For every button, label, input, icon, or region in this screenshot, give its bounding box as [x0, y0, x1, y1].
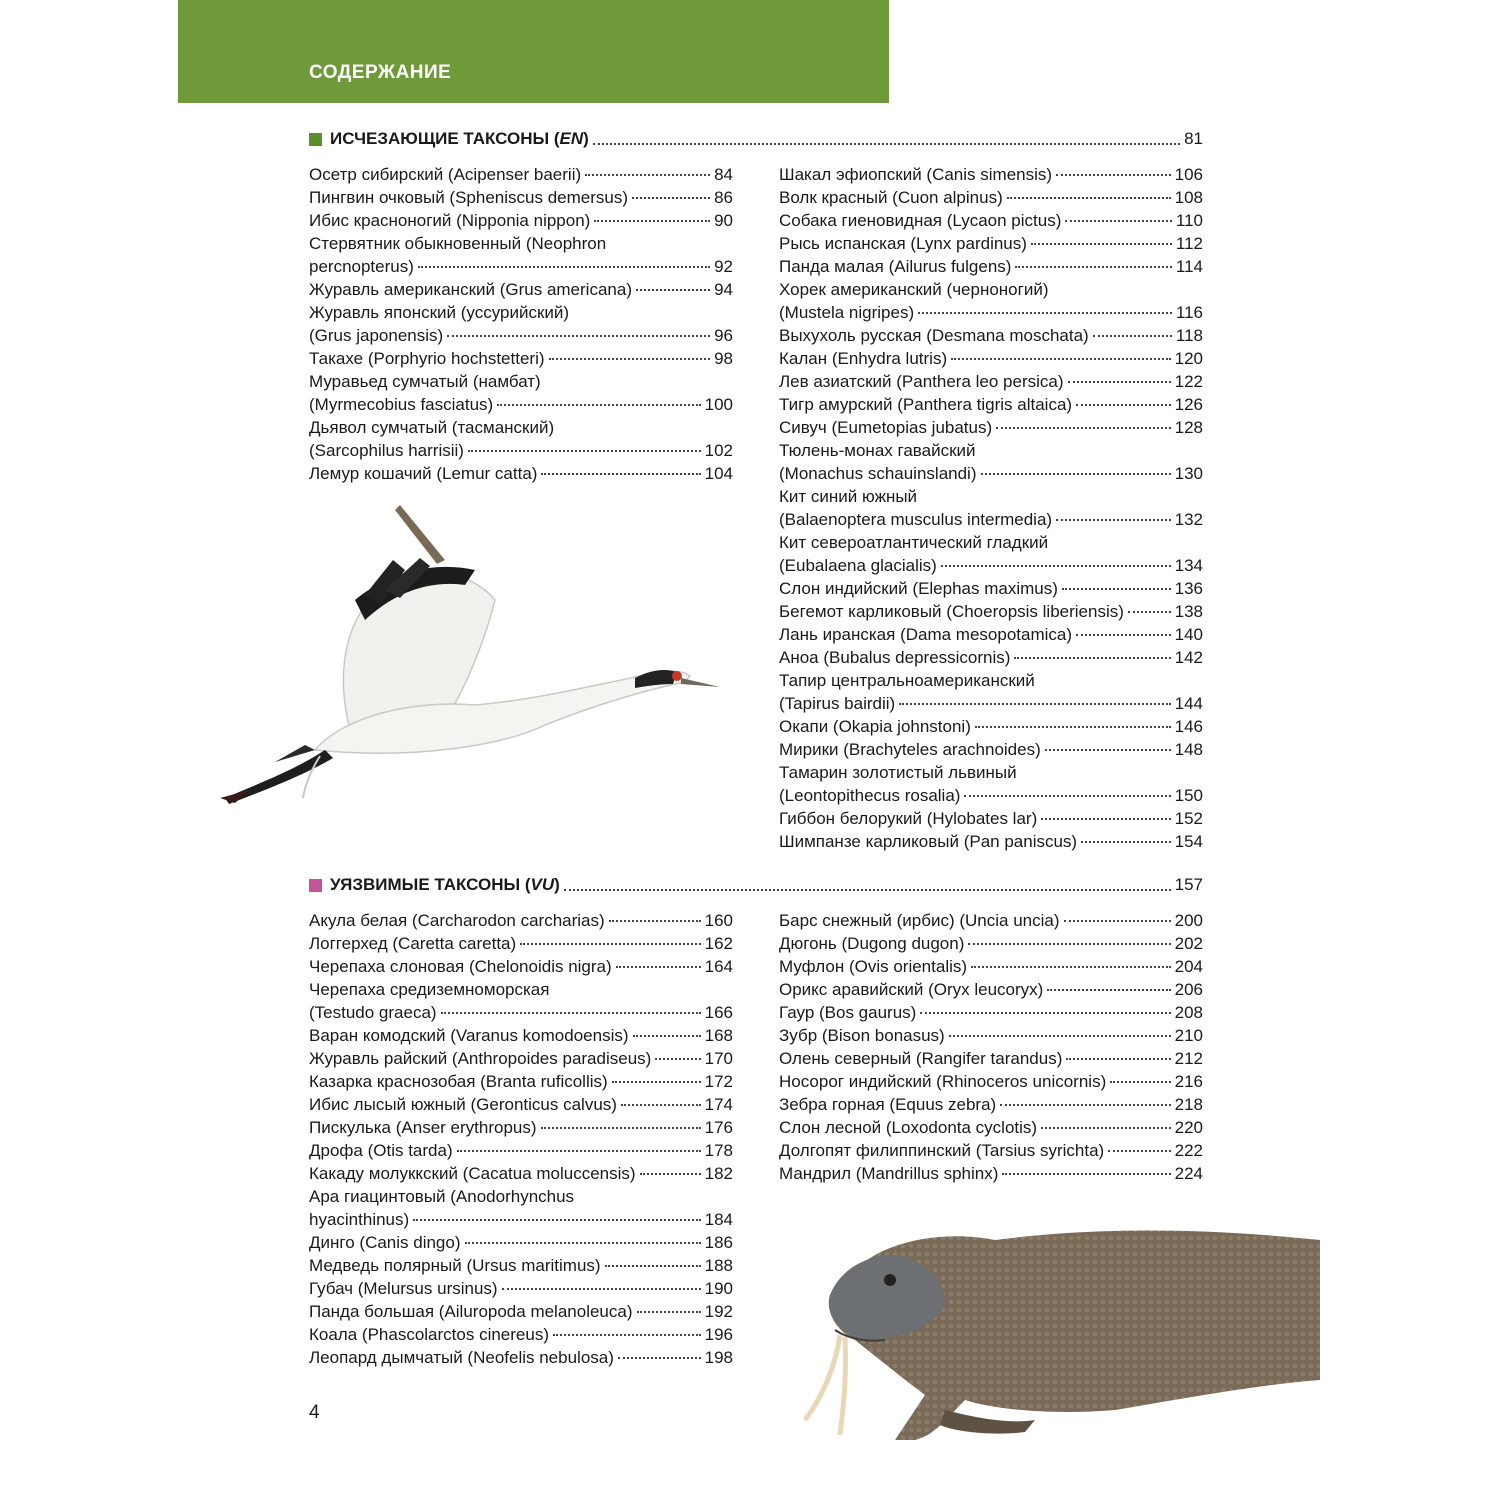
toc-entry[interactable] — [779, 278, 1203, 324]
toc-entry[interactable] — [779, 932, 1203, 955]
toc-entry[interactable] — [309, 186, 733, 209]
toc-entry-label: (Grus japonensis) — [309, 326, 444, 345]
toc-entry-page: 140 — [1174, 625, 1203, 644]
toc-entry-label: Логгерхед (Caretta caretta) — [309, 934, 517, 953]
dot-leader — [1007, 197, 1171, 199]
dot-leader — [633, 1035, 701, 1037]
toc-entry[interactable] — [309, 909, 733, 932]
toc-entry-page: 114 — [1175, 257, 1203, 276]
toc-entry-label: Медведь полярный (Ursus maritimus) — [309, 1256, 601, 1275]
dot-leader — [968, 943, 1170, 945]
toc-entry[interactable] — [309, 370, 733, 416]
toc-entry[interactable] — [779, 186, 1203, 209]
toc-entry-label: Журавль американский (Grus americana) — [309, 280, 632, 299]
toc-entry[interactable] — [309, 1185, 733, 1231]
toc-entry-label: Осетр сибирский (Acipenser baerii) — [309, 165, 582, 184]
toc-entry[interactable] — [779, 531, 1203, 577]
toc-entry-page: 186 — [704, 1233, 733, 1252]
toc-entry[interactable] — [779, 623, 1203, 646]
dot-leader — [465, 1242, 701, 1244]
dot-leader — [594, 220, 710, 222]
toc-column-en-right — [779, 163, 1203, 853]
dot-leader — [609, 920, 701, 922]
toc-entry-label: Мирики (Brachyteles arachnoides) — [779, 740, 1041, 759]
dot-leader — [964, 795, 1170, 797]
dot-leader — [1128, 611, 1171, 613]
toc-entry[interactable] — [309, 1277, 733, 1300]
toc-entry-page: 100 — [704, 395, 733, 414]
toc-entry[interactable] — [779, 1001, 1203, 1024]
toc-entry-label: Носорог индийский (Rhinoceros unicornis) — [779, 1072, 1107, 1091]
toc-entry[interactable] — [779, 255, 1203, 278]
toc-entry[interactable] — [309, 978, 733, 1024]
toc-entry-label-line: Хорек американский (черноногий) — [779, 280, 1049, 299]
toc-entry-label: hyacinthinus) — [309, 1210, 410, 1229]
toc-entry-label: Гаур (Bos gaurus) — [779, 1003, 917, 1022]
toc-entry-label-line: Тюлень-монах гавайский — [779, 441, 976, 460]
toc-entry[interactable] — [309, 163, 733, 186]
toc-entry-page: 92 — [714, 257, 733, 276]
dot-leader — [1108, 1150, 1170, 1152]
toc-entry-page: 210 — [1174, 1026, 1203, 1045]
toc-entry-page: 222 — [1174, 1141, 1203, 1160]
dot-leader — [1068, 381, 1171, 383]
toc-entry-page: 220 — [1174, 1118, 1203, 1137]
dot-leader — [1076, 634, 1171, 636]
toc-entry-label: Коала (Phascolarctos cinereus) — [309, 1325, 549, 1344]
toc-entry-label: Сивуч (Eumetopias jubatus) — [779, 418, 993, 437]
toc-entry[interactable] — [779, 232, 1203, 255]
toc-entry[interactable] — [779, 830, 1203, 853]
toc-entry[interactable] — [309, 278, 733, 301]
toc-entry[interactable] — [309, 1231, 733, 1254]
toc-entry[interactable] — [779, 600, 1203, 623]
dot-leader — [413, 1219, 700, 1221]
toc-entry[interactable] — [779, 163, 1203, 186]
dot-leader — [612, 1081, 701, 1083]
toc-entry-page: 110 — [1175, 211, 1203, 230]
toc-entry-page: 212 — [1174, 1049, 1203, 1068]
toc-entry-label: Гиббон белорукий (Hylobates lar) — [779, 809, 1038, 828]
toc-entry[interactable] — [309, 1024, 733, 1047]
toc-entry[interactable] — [779, 1024, 1203, 1047]
dot-leader — [1015, 266, 1171, 268]
toc-entry[interactable] — [309, 462, 733, 485]
toc-entry[interactable] — [309, 232, 733, 278]
dot-leader — [640, 1173, 701, 1175]
toc-entry[interactable] — [779, 416, 1203, 439]
toc-entry-label: Долгопят филиппинский (Tarsius syrichta) — [779, 1141, 1105, 1160]
toc-entry-page: 168 — [704, 1026, 733, 1045]
page-title: СОДЕРЖАНИЕ — [309, 62, 452, 83]
toc-entry-page: 152 — [1174, 809, 1203, 828]
toc-entry-label: (Testudo graeca) — [309, 1003, 437, 1022]
toc-entry-label: (Myrmecobius fasciatus) — [309, 395, 494, 414]
dot-leader — [497, 404, 700, 406]
toc-entry-page: 104 — [704, 464, 733, 483]
toc-entry-label-line: Кит синий южный — [779, 487, 918, 506]
toc-entry-label: Какаду молуккский (Cacatua moluccensis) — [309, 1164, 636, 1183]
toc-entry-page: 176 — [704, 1118, 733, 1137]
dot-leader — [618, 1357, 701, 1359]
toc-entry-label-line: Черепаха средиземноморская — [309, 980, 550, 999]
toc-entry[interactable] — [779, 1093, 1203, 1116]
toc-entry-page: 218 — [1174, 1095, 1203, 1114]
dot-leader — [1000, 1104, 1170, 1106]
toc-entry-page: 130 — [1174, 464, 1203, 483]
toc-entry-page: 132 — [1174, 510, 1203, 529]
toc-entry-page: 160 — [704, 911, 733, 930]
toc-entry-page: 94 — [714, 280, 733, 299]
toc-entry-label-line: Кит североатлантический гладкий — [779, 533, 1049, 552]
dot-leader — [585, 174, 710, 176]
dot-leader — [899, 703, 1170, 705]
toc-entry-label: Калан (Enhydra lutris) — [779, 349, 948, 368]
toc-entry[interactable] — [779, 715, 1203, 738]
toc-entry[interactable] — [779, 370, 1203, 393]
toc-entry-page: 200 — [1174, 911, 1203, 930]
toc-entry-label: Лемур кошачий (Lemur catta) — [309, 464, 538, 483]
toc-entry-label: Акула белая (Carcharodon carcharias) — [309, 911, 605, 930]
toc-entry-page: 138 — [1174, 602, 1203, 621]
toc-entry-label: (Mustela nigripes) — [779, 303, 915, 322]
toc-entry[interactable] — [309, 1070, 733, 1093]
toc-entry-label-line: Тапир центральноамериканский — [779, 671, 1035, 690]
toc-entry[interactable] — [779, 1047, 1203, 1070]
toc-entry[interactable] — [779, 1162, 1203, 1185]
toc-entry[interactable] — [779, 1070, 1203, 1093]
dot-leader — [1041, 818, 1170, 820]
toc-entry-page: 150 — [1174, 786, 1203, 805]
page-number: 4 — [309, 1402, 320, 1423]
dot-leader — [1081, 841, 1171, 843]
toc-entry-page: 96 — [714, 326, 733, 345]
dot-leader — [918, 312, 1172, 314]
toc-entry-label: Шакал эфиопский (Canis simensis) — [779, 165, 1053, 184]
toc-entry[interactable] — [309, 1116, 733, 1139]
toc-entry-label: percnopterus) — [309, 257, 414, 276]
toc-entry-label-line: Дьявол сумчатый (тасманский) — [309, 418, 555, 437]
dot-leader — [636, 289, 710, 291]
toc-entry-page: 174 — [704, 1095, 733, 1114]
dot-leader — [1066, 1058, 1170, 1060]
toc-entry-page: 162 — [704, 934, 733, 953]
toc-entry-label: Динго (Canis dingo) — [309, 1233, 461, 1252]
toc-entry[interactable] — [779, 978, 1203, 1001]
dot-leader — [655, 1058, 700, 1060]
toc-entry-page: 204 — [1174, 957, 1203, 976]
toc-entry-label: (Tapirus bairdii) — [779, 694, 896, 713]
toc-entry-label: Выхухоль русская (Desmana moschata) — [779, 326, 1089, 345]
toc-entry-label: Панда малая (Ailurus fulgens) — [779, 257, 1012, 276]
toc-entry-page: 120 — [1174, 349, 1203, 368]
toc-entry-label: Черепаха слоновая (Chelonoidis nigra) — [309, 957, 612, 976]
toc-entry[interactable] — [779, 669, 1203, 715]
toc-entry-page: 144 — [1174, 694, 1203, 713]
toc-entry-label: Губач (Melursus ursinus) — [309, 1279, 498, 1298]
toc-entry-page: 216 — [1174, 1072, 1203, 1091]
dot-leader — [951, 358, 1171, 360]
toc-entry-label-line: Муравьед сумчатый (намбат) — [309, 372, 541, 391]
toc-entry[interactable] — [309, 301, 733, 347]
dot-leader — [1093, 335, 1172, 337]
dot-leader — [1064, 920, 1171, 922]
toc-entry-page: 148 — [1174, 740, 1203, 759]
toc-entry-page: 224 — [1174, 1164, 1203, 1183]
dot-leader — [1056, 519, 1171, 521]
dot-leader — [949, 1035, 1171, 1037]
toc-entry-label: Пискулька (Anser erythropus) — [309, 1118, 537, 1137]
toc-entry-label: Казарка краснозобая (Branta ruficollis) — [309, 1072, 608, 1091]
toc-entry-label: Лев азиатский (Panthera leo persica) — [779, 372, 1064, 391]
toc-entry-page: 84 — [714, 165, 733, 184]
toc-entry[interactable] — [309, 1162, 733, 1185]
dot-leader — [1014, 657, 1170, 659]
dot-leader — [520, 943, 700, 945]
dot-leader — [418, 266, 710, 268]
dot-leader — [1062, 588, 1171, 590]
toc-entry-label: Варан комодский (Varanus komodoensis) — [309, 1026, 629, 1045]
toc-entry-label: Дюгонь (Dugong dugon) — [779, 934, 965, 953]
dot-leader — [971, 966, 1171, 968]
dot-leader — [975, 726, 1171, 728]
dot-leader — [447, 335, 710, 337]
toc-entry-label: (Eubalaena glacialis) — [779, 556, 937, 575]
dot-leader — [468, 450, 701, 452]
toc-entry-label: Лань иранская (Dama mesopotamica) — [779, 625, 1073, 644]
toc-entry-label: Ибис красноногий (Nipponia nippon) — [309, 211, 591, 230]
toc-entry-page: 202 — [1174, 934, 1203, 953]
toc-entry-page: 208 — [1174, 1003, 1203, 1022]
toc-entry-label: Орикс аравийский (Oryx leucoryx) — [779, 980, 1044, 999]
toc-entry[interactable] — [309, 1093, 733, 1116]
header-band — [178, 0, 889, 103]
toc-entry[interactable] — [779, 738, 1203, 761]
toc-entry-page: 172 — [704, 1072, 733, 1091]
toc-entry[interactable] — [779, 209, 1203, 232]
section-marker-en — [309, 133, 322, 146]
toc-entry[interactable] — [779, 807, 1203, 830]
dot-leader — [1047, 989, 1170, 991]
toc-entry-page: 154 — [1174, 832, 1203, 851]
toc-entry[interactable] — [779, 646, 1203, 669]
dot-leader — [1056, 174, 1171, 176]
dot-leader — [637, 1311, 701, 1313]
dot-leader — [457, 1150, 701, 1152]
dot-leader — [553, 1334, 701, 1336]
toc-entry-label-line: Журавль японский (уссурийский) — [309, 303, 570, 322]
toc-entry-page: 166 — [704, 1003, 733, 1022]
toc-entry[interactable] — [779, 955, 1203, 978]
toc-entry[interactable] — [779, 577, 1203, 600]
toc-entry-label: Слон индийский (Elephas maximus) — [779, 579, 1058, 598]
toc-entry-page: 102 — [704, 441, 733, 460]
toc-entry-page: 188 — [704, 1256, 733, 1275]
dot-leader — [996, 427, 1170, 429]
dot-leader — [920, 1012, 1170, 1014]
toc-entry-label: (Monachus schauinslandi) — [779, 464, 977, 483]
toc-column-vu-left — [309, 909, 733, 1369]
toc-entry-label: Зебра горная (Equus zebra) — [779, 1095, 997, 1114]
toc-entry-label: Дрофа (Otis tarda) — [309, 1141, 453, 1160]
toc-entry[interactable] — [309, 1047, 733, 1070]
dot-leader — [1065, 220, 1172, 222]
toc-entry-page: 164 — [704, 957, 733, 976]
dot-leader — [941, 565, 1171, 567]
toc-entry-label: Мандрил (Mandrillus sphinx) — [779, 1164, 999, 1183]
toc-entry[interactable] — [309, 1346, 733, 1369]
section-heading-en[interactable] — [309, 127, 1203, 151]
toc-entry[interactable] — [779, 1139, 1203, 1162]
toc-entry-label: Олень северный (Rangifer tarandus) — [779, 1049, 1063, 1068]
dot-leader — [621, 1104, 701, 1106]
toc-column-en-left — [309, 163, 733, 485]
toc-entry-label: Журавль райский (Anthropoides paradiseus) — [309, 1049, 652, 1068]
toc-entry-label: Такахе (Porphyrio hochstetteri) — [309, 349, 545, 368]
toc-entry-label: Слон лесной (Loxodonta cyclotis) — [779, 1118, 1038, 1137]
toc-entry-page: 86 — [714, 188, 733, 207]
toc-entry[interactable] — [309, 1139, 733, 1162]
toc-entry-page: 126 — [1174, 395, 1203, 414]
dot-leader — [1041, 1127, 1171, 1129]
section-title-en: ИСЧЕЗАЮЩИЕ ТАКСОНЫ (EN) — [330, 129, 589, 148]
toc-entry[interactable] — [309, 209, 733, 232]
toc-entry[interactable] — [779, 347, 1203, 370]
toc-entry-label: Рысь испанская (Lynx pardinus) — [779, 234, 1027, 253]
dot-leader — [1076, 404, 1171, 406]
crane-illustration — [215, 500, 725, 810]
toc-entry-page: 142 — [1174, 648, 1203, 667]
dot-leader — [593, 143, 1180, 145]
toc-entry-page: 106 — [1174, 165, 1203, 184]
toc-entry-label: (Sarcophilus harrisii) — [309, 441, 464, 460]
toc-entry-label-line: Ара гиацинтовый (Anodorhynchus — [309, 1187, 575, 1206]
toc-entry[interactable] — [779, 761, 1203, 807]
toc-entry-page: 196 — [704, 1325, 733, 1344]
komodo-dragon-illustration — [795, 1210, 1320, 1445]
toc-entry-page: 192 — [704, 1302, 733, 1321]
toc-entry-page: 128 — [1174, 418, 1203, 437]
dot-leader — [616, 966, 701, 968]
section-page-vu: 157 — [1174, 875, 1203, 894]
toc-entry[interactable] — [309, 416, 733, 462]
toc-entry[interactable] — [779, 909, 1203, 932]
toc-entry-label: Зубр (Bison bonasus) — [779, 1026, 945, 1045]
dot-leader — [441, 1012, 701, 1014]
toc-entry-label: Муфлон (Ovis orientalis) — [779, 957, 968, 976]
toc-entry-label: Бегемот карликовый (Choeropsis liberiensis) — [779, 602, 1124, 621]
toc-entry-page: 98 — [714, 349, 733, 368]
toc-entry-page: 108 — [1174, 188, 1203, 207]
section-page-en: 81 — [1184, 129, 1203, 148]
toc-entry[interactable] — [779, 485, 1203, 531]
toc-entry-label: Пингвин очковый (Spheniscus demersus) — [309, 188, 629, 207]
toc-entry-label: (Leontopithecus rosalia) — [779, 786, 961, 805]
toc-entry-page: 112 — [1175, 234, 1203, 253]
toc-entry-label-line: Тамарин золотистый львиный — [779, 763, 1017, 782]
dot-leader — [1045, 749, 1171, 751]
toc-entry-page: 134 — [1174, 556, 1203, 575]
dot-leader — [605, 1265, 701, 1267]
toc-entry-page: 122 — [1174, 372, 1203, 391]
toc-entry-label: Окапи (Okapia johnstoni) — [779, 717, 971, 736]
toc-entry-page: 118 — [1175, 326, 1203, 345]
dot-leader — [564, 889, 1171, 891]
toc-entry[interactable] — [779, 439, 1203, 485]
toc-entry-label: Леопард дымчатый (Neofelis nebulosa) — [309, 1348, 614, 1367]
dot-leader — [1002, 1173, 1170, 1175]
dot-leader — [1031, 243, 1172, 245]
toc-entry[interactable] — [309, 347, 733, 370]
toc-entry-page: 182 — [704, 1164, 733, 1183]
toc-entry[interactable] — [779, 324, 1203, 347]
toc-entry[interactable] — [309, 932, 733, 955]
toc-entry[interactable] — [309, 1300, 733, 1323]
toc-entry-page: 146 — [1174, 717, 1203, 736]
toc-entry-label: Барс снежный (ирбис) (Uncia uncia) — [779, 911, 1060, 930]
toc-entry-page: 170 — [704, 1049, 733, 1068]
toc-entry[interactable] — [779, 393, 1203, 416]
toc-entry[interactable] — [779, 1116, 1203, 1139]
toc-entry-label-line: Стервятник обыкновенный (Neophron — [309, 234, 607, 253]
toc-entry-label: Аноа (Bubalus depressicornis) — [779, 648, 1011, 667]
toc-entry-label: Волк красный (Cuon alpinus) — [779, 188, 1003, 207]
toc-entry-label: Панда большая (Ailuropoda melanoleuca) — [309, 1302, 633, 1321]
toc-entry-page: 190 — [704, 1279, 733, 1298]
toc-entry-label: Ибис лысый южный (Geronticus calvus) — [309, 1095, 617, 1114]
dot-leader — [502, 1288, 701, 1290]
toc-entry-page: 116 — [1175, 303, 1203, 322]
dot-leader — [541, 1127, 701, 1129]
dot-leader — [632, 197, 710, 199]
toc-entry-page: 136 — [1174, 579, 1203, 598]
section-heading-vu[interactable] — [309, 873, 1203, 897]
toc-column-vu-right — [779, 909, 1203, 1185]
toc-entry[interactable] — [309, 955, 733, 978]
toc-entry-label: Собака гиеновидная (Lycaon pictus) — [779, 211, 1062, 230]
toc-entry[interactable] — [309, 1323, 733, 1346]
toc-entry-label: Тигр амурский (Panthera tigris altaica) — [779, 395, 1073, 414]
toc-entry-page: 184 — [704, 1210, 733, 1229]
section-title-vu: УЯЗВИМЫЕ ТАКСОНЫ (VU) — [330, 875, 560, 894]
toc-entry-page: 198 — [704, 1348, 733, 1367]
dot-leader — [549, 358, 711, 360]
toc-entry-page: 206 — [1174, 980, 1203, 999]
toc-entry-page: 178 — [704, 1141, 733, 1160]
dot-leader — [981, 473, 1171, 475]
dot-leader — [1110, 1081, 1170, 1083]
section-marker-vu — [309, 879, 322, 892]
toc-entry-label: (Balaenoptera musculus intermedia) — [779, 510, 1053, 529]
toc-entry-label: Шимпанзе карликовый (Pan paniscus) — [779, 832, 1078, 851]
dot-leader — [541, 473, 700, 475]
toc-entry-page: 90 — [714, 211, 733, 230]
toc-entry[interactable] — [309, 1254, 733, 1277]
